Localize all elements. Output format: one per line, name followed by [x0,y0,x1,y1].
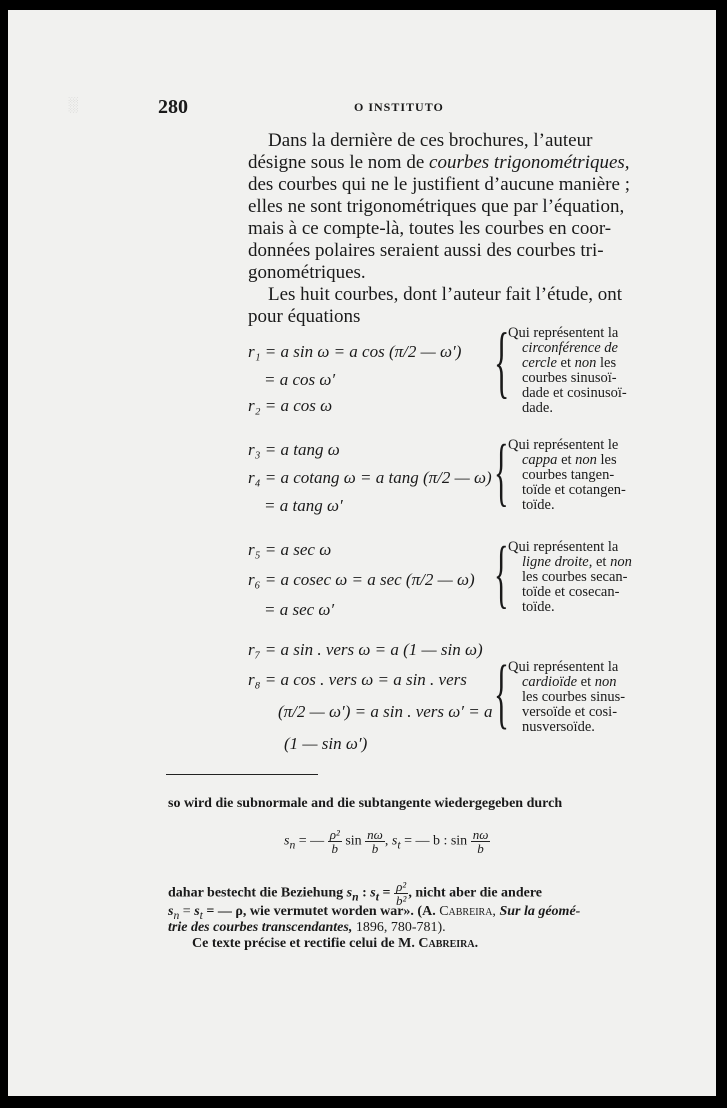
equation-r7: r₇ = a sin . vers ω = a (1 — sin ω) [248,640,483,659]
body-line-6: données polaires seraient aussi des courbes tri- [248,240,604,261]
brace-group-1: { [494,318,510,406]
desc-4-line-3: les courbes sinus- [522,689,626,705]
body-line-2: désigne sous le nom de courbes trigonométriques, [248,152,630,173]
desc-4-line-4: versoïde et cosi- [522,704,618,720]
desc-4-line-5: nusversoïde. [522,719,595,735]
desc-3-line-3: les courbes secan- [522,569,628,585]
equation-r8-end: (1 — sin ω′) [284,734,368,753]
footnote-line-1: so wird die subnormale and die subtangente wiedergegeben durch [168,796,563,811]
equation-r1-cont: = a cos ω′ [264,370,336,389]
desc-3-line-2: ligne droite, et non [522,554,632,570]
desc-1-line-5: dade et cosinusoï- [522,385,627,401]
desc-1-line-2: circonférence de [522,340,618,356]
desc-2-line-1: Qui représentent le [508,437,619,453]
body-line-8: Les huit courbes, dont l’auteur fait l’étude, ont [268,284,623,305]
equation-r8: r₈ = a cos . vers ω = a sin . vers [248,670,467,689]
equation-r3: r₃ = a tang ω [248,440,340,459]
body-line-1: Dans la dernière de ces brochures, l’auteur [268,130,593,151]
equation-r8-cont: (π/2 — ω′) = a sin . vers ω′ = a [278,702,493,721]
footnote-line-4: $s_n = s_t$ = — ρ, wie vermutet worden war». (A. Cabreira, Sur la géomé- [168,904,581,922]
footnote-line-6: Ce texte précise et rectifie celui de M. Cabreira. [192,936,479,951]
equation-r4: r₄ = a cotang ω = a tang (π/2 — ω) [248,468,492,487]
equation-r6-cont: = a sec ω′ [264,600,335,619]
desc-4-line-1: Qui représentent la [508,659,619,675]
bleed-through-text: ░ [68,98,78,113]
desc-2-line-3: courbes tangen- [522,467,615,483]
desc-3-line-1: Qui représentent la [508,539,619,555]
body-line-5: mais à ce compte-là, toutes les courbes en coor- [248,218,612,239]
journal-title: O INSTITUTO [354,100,444,114]
equation-r4-cont: = a tang ω′ [264,496,343,515]
body-line-3: des courbes qui ne le justifient d’aucune manière ; [248,174,630,195]
desc-1-line-1: Qui représentent la [508,325,619,341]
brace-group-4: { [494,649,509,736]
desc-1-line-4: courbes sinusoï- [522,370,617,386]
page-number: 280 [158,96,188,118]
desc-1-line-3: cercle et non les [522,355,617,371]
desc-2-line-2: cappa et non les [522,452,617,468]
body-line-9: pour équations [248,306,361,327]
brace-group-3: { [494,532,509,616]
equation-r5: r₅ = a sec ω [248,540,332,559]
desc-3-line-4: toïde et cosecan- [522,584,620,600]
desc-1-line-6: dade. [522,400,553,416]
brace-group-2: { [494,430,509,514]
desc-2-line-4: toïde et cotangen- [522,482,626,498]
footnote-line-3: dahar bestecht die Beziehung $s_n$ : $s_t$ = $\frac{\text{ρ²}}{\text{b²}}$ , nicht aber die andere [168,879,542,908]
body-line-4: elles ne sont trigonométriques que par l’équation, [248,196,625,217]
body-line-7: gonométriques. [248,262,366,283]
equation-r6: r₆ = a cosec ω = a sec (π/2 — ω) [248,570,475,589]
equation-r2: r₂ = a cos ω [248,396,333,415]
desc-2-line-5: toïde. [522,497,555,513]
equation-r1: r₁ = a sin ω = a cos (π/2 — ω′) [248,342,462,361]
desc-3-line-5: toïde. [522,599,555,615]
footnote-rule [166,774,318,775]
desc-4-line-2: cardioïde et non [522,674,617,690]
document-page [8,10,716,1096]
footnote-line-5: trie des courbes transcendantes, 1896, 780-781). [168,920,446,935]
footnote-formula: $s_n$ = — $\frac{\text{ρ²}}{b}$ sin $\frac{n\omega}{b}$ , $s_t$ = — b : sin $\frac{n\omega}{b}$ [284,827,489,856]
